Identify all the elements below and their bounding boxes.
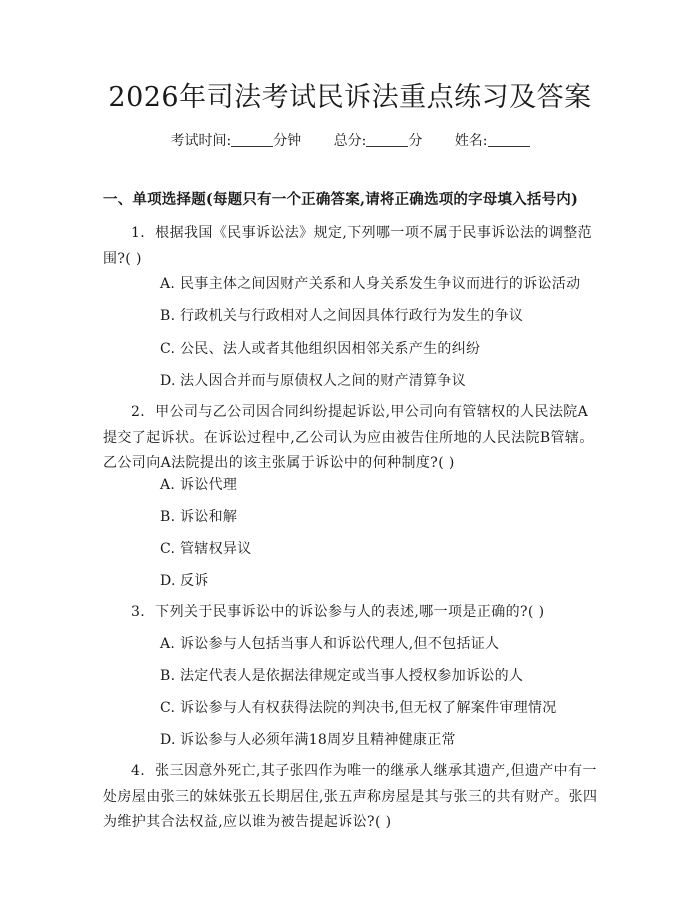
exam-info-line: [0, 130, 700, 152]
option-text: 诉讼代理: [180, 477, 238, 493]
total-score-field: [334, 130, 423, 152]
option-letter: D.: [160, 373, 176, 389]
option-text: 诉讼参与人必须年满18周岁且精神健康正常: [180, 732, 456, 748]
exam-time-label: 考试时间:: [170, 133, 232, 149]
question-number: 2.: [131, 404, 146, 420]
option-text: 反诉: [180, 573, 209, 589]
question-number: 3.: [131, 604, 146, 620]
question-3-option-b: [160, 665, 523, 687]
question-2-option-b: [160, 506, 237, 528]
option-letter: B.: [160, 308, 176, 324]
option-letter: D.: [160, 732, 176, 748]
question-1-option-a: [160, 273, 580, 295]
option-text: 诉讼和解: [180, 509, 238, 525]
option-text: 诉讼参与人包括当事人和诉讼代理人,但不包括证人: [180, 636, 500, 652]
question-1-option-b: [160, 305, 523, 327]
question-text: 下列关于民事诉讼中的诉讼参与人的表述,哪一项是正确的?( ): [155, 604, 545, 620]
question-3: [103, 600, 601, 626]
option-letter: A.: [160, 276, 176, 292]
name-blank: [488, 132, 530, 147]
question-3-option-c: [160, 697, 557, 719]
exam-time-blank: [231, 132, 273, 147]
option-text: 法人因合并而与原债权人之间的财产清算争议: [180, 373, 466, 389]
question-3-option-a: [160, 633, 499, 655]
question-2-option-c: [160, 538, 252, 560]
question-number: 1.: [131, 225, 146, 241]
question-1-option-c: [160, 338, 480, 360]
exam-time-field: [170, 130, 301, 152]
question-2-option-d: [160, 570, 209, 592]
total-score-unit: 分: [408, 133, 423, 149]
option-letter: C.: [160, 341, 176, 357]
question-number: 4.: [131, 763, 146, 779]
option-text: 行政机关与行政相对人之间因具体行政行为发生的争议: [180, 308, 524, 324]
option-letter: B.: [160, 509, 176, 525]
exam-time-unit: 分钟: [273, 133, 302, 149]
option-letter: C.: [160, 700, 176, 716]
question-4: [103, 759, 601, 836]
question-1: [103, 221, 601, 272]
option-letter: A.: [160, 477, 176, 493]
option-text: 法定代表人是依据法律规定或当事人授权参加诉讼的人: [180, 668, 524, 684]
option-text: 公民、法人或者其他组织因相邻关系产生的纠纷: [180, 341, 481, 357]
total-score-label: 总分:: [333, 133, 367, 149]
name-field: [455, 130, 530, 152]
question-text: 根据我国《民事诉讼法》规定,下列哪一项不属于民事诉讼法的调整范围?( ): [103, 225, 593, 267]
total-score-blank: [366, 132, 408, 147]
section-heading: 一、单项选择题(每题只有一个正确答案,请将正确选项的字母填入括号内): [103, 191, 579, 208]
question-1-option-d: [160, 370, 466, 392]
option-text: 民事主体之间因财产关系和人身关系发生争议而进行的诉讼活动: [180, 276, 581, 292]
option-text: 管辖权异议: [180, 541, 252, 557]
option-letter: B.: [160, 668, 176, 684]
option-letter: D.: [160, 573, 176, 589]
option-letter: A.: [160, 636, 176, 652]
option-letter: C.: [160, 541, 176, 557]
page-title: 2026年司法考试民诉法重点练习及答案: [108, 82, 592, 113]
question-2-option-a: [160, 474, 237, 496]
question-3-option-d: [160, 729, 456, 751]
option-text: 诉讼参与人有权获得法院的判决书,但无权了解案件审理情况: [180, 700, 557, 716]
question-text: 张三因意外死亡,其子张四作为唯一的继承人继承其遗产,但遗产中有一处房屋由张三的妹妹张五长期居住,张五声称房屋是其与张三的共有财产。张四为维护其合法权益,应以谁为被告提起诉讼?( ): [103, 763, 598, 830]
question-2: [103, 400, 601, 477]
question-text: 甲公司与乙公司因合同纠纷提起诉讼,甲公司向有管辖权的人民法院A提交了起诉状。在诉讼过程中,乙公司认为应由被告住所地的人民法院B管辖。乙公司向A法院提出的该主张属于诉讼中的何种制度?( ): [103, 404, 594, 471]
name-label: 姓名:: [454, 133, 488, 149]
